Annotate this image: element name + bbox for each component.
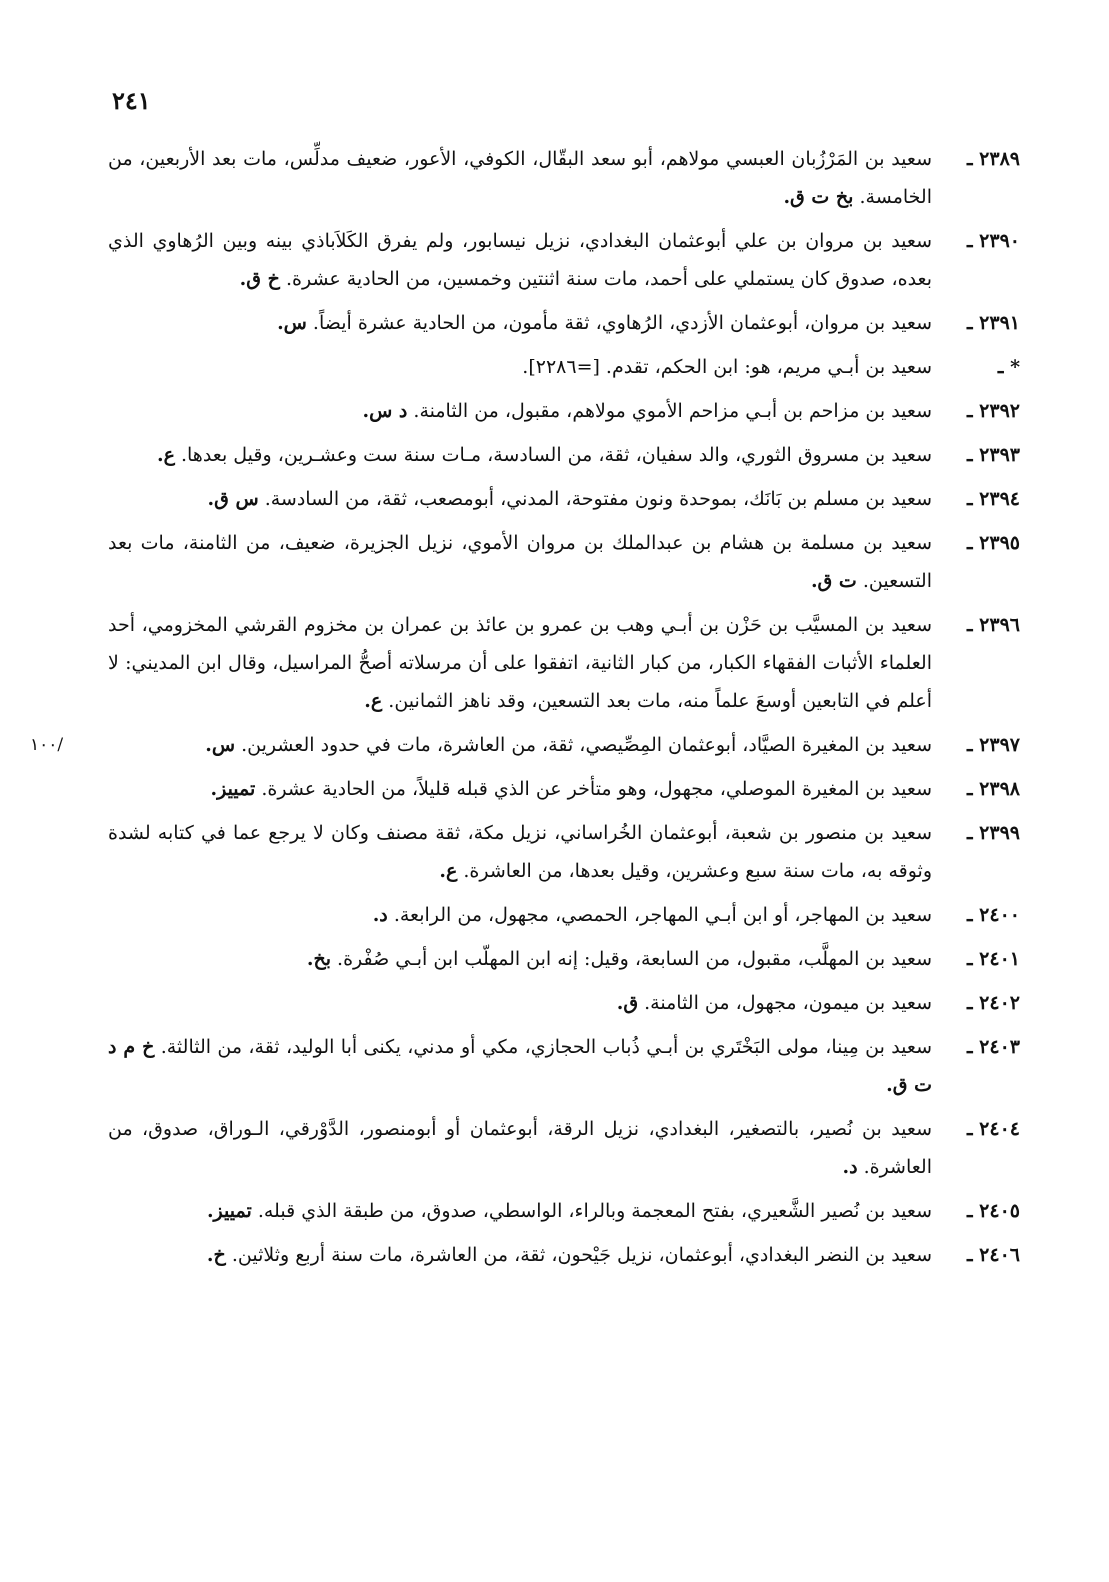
source-codes: د س.	[362, 400, 408, 422]
margin-note: /١٠٠	[30, 735, 64, 755]
entry-dash: ـ	[966, 488, 973, 510]
entry-body	[108, 1192, 932, 1230]
entry-text: سعيد بن ميمون، مجهول، من الثامنة.	[644, 992, 932, 1014]
entry-text: سعيد بن المسيَّب بن حَزْن بن أبـي وهب بن عمرو بن عائذ بن عمران بن مخزوم القرشي المخزومي، أحد العلماء الأثبات الفقهاء الكبار، من كبار الثانية، اتفقوا على أن مرسلاته أصحُّ المراسيل، وقال ابن المديني: لا أعلم في التابعين أوسعَ علماً منه، مات بعد التسعين، وقد ناهز الثمانين.	[108, 614, 932, 712]
entry-item	[108, 814, 1020, 890]
entry-body	[108, 392, 932, 430]
entry-item	[108, 524, 1020, 600]
entry-number-value: ٢٣٩٩	[979, 822, 1020, 844]
entry-text: سعيد بن مروان بن علي أبوعثمان البغدادي، نزيل نيسابور، ولم يفرق الكَلاَباذي بينه وبين الرُهاوي الذي بعده، صدوق كان يستملي على أحمد، مات سنة اثنتين وخمسين، من الحادية عشرة.	[108, 230, 932, 290]
entry-text: سعيد بن منصور بن شعبة، أبوعثمان الخُراساني، نزيل مكة، ثقة مصنف وكان لا يرجع عما في كتابه لشدة وثوقه به، مات سنة سبع وعشرين، وقيل بعدها، من العاشرة.	[108, 822, 932, 882]
entry-number-value: ٢٣٩٥	[979, 532, 1020, 554]
entry-dash: ـ	[966, 992, 973, 1014]
entry-item	[108, 304, 1020, 342]
entry-text: سعيد بن النضر البغدادي، أبوعثمان، نزيل جَيْحون، ثقة، من العاشرة، مات سنة أربع وثلاثين.	[231, 1244, 932, 1266]
source-codes: ق.	[616, 992, 639, 1014]
entry-body	[108, 726, 932, 764]
source-codes: ع.	[156, 444, 175, 466]
entry-number	[934, 304, 1020, 342]
entry-body	[108, 984, 932, 1022]
entry-number	[934, 222, 1020, 260]
entry-number	[934, 392, 1020, 430]
entry-number-value: ٢٣٩١	[979, 312, 1020, 334]
entry-dash: ـ	[966, 948, 973, 970]
entry-dash: ـ	[966, 1118, 973, 1140]
entry-list	[30, 140, 1020, 1280]
entry-dash: ـ	[966, 1244, 973, 1266]
source-codes: تمييز.	[206, 1200, 252, 1222]
entry-number	[934, 480, 1020, 518]
entry-dash: ـ	[997, 356, 1004, 378]
page-number: ٢٤١	[112, 86, 151, 115]
source-codes: خ ق.	[239, 268, 280, 290]
entry-number-value: ٢٤٠٦	[979, 1244, 1020, 1266]
entry-body	[108, 1028, 932, 1104]
source-codes: خ.	[206, 1244, 226, 1266]
entry-number-value: ٢٣٩٤	[979, 488, 1020, 510]
entry-text: سعيد بن المهاجر، أو ابن أبـي المهاجر، الحمصي، مجهول، من الرابعة.	[393, 904, 932, 926]
entry-number-value: ٢٤٠٣	[979, 1036, 1020, 1058]
source-codes: ع.	[439, 860, 458, 882]
source-codes: ت ق.	[810, 570, 857, 592]
entry-number	[934, 814, 1020, 852]
entry-dash: ـ	[966, 444, 973, 466]
entry-number-value: ٢٤٠٤	[979, 1118, 1020, 1140]
entry-dash: ـ	[966, 532, 973, 554]
entry-number-value: ٢٣٩٠	[979, 230, 1020, 252]
source-codes: بخ.	[306, 948, 331, 970]
entry-body	[108, 940, 932, 978]
source-codes: خ م د ت ق.	[108, 1036, 932, 1096]
source-codes: د.	[842, 1156, 858, 1178]
entry-dash: ـ	[966, 822, 973, 844]
entry-number-value: *	[1010, 356, 1020, 378]
entry-item	[108, 140, 1020, 216]
entry-number-value: ٢٤٠٥	[979, 1200, 1020, 1222]
entry-item	[30, 726, 1020, 764]
entry-text: سعيد بن نُصير، بالتصغير، البغدادي، نزيل الرقة، أبوعثمان أو أبومنصور، الدَّوْرقي، الـوراق، صدوق، من العاشرة.	[108, 1118, 932, 1178]
entry-number	[934, 1192, 1020, 1230]
entry-number-value: ٢٣٩٨	[979, 778, 1020, 800]
entry-text: سعيد بن مِينا، مولى البَخْتَري بن أبـي ذُباب الحجازي، مكي أو مدني، يكنى أبا الوليد، ثقة، من الثالثة.	[160, 1036, 932, 1058]
entry-text: سعيد بن نُصير الشَّعيري، بفتح المعجمة وبالراء، الواسطي، صدوق، من طبقة الذي قبله.	[257, 1200, 932, 1222]
entry-number-value: ٢٤٠٢	[979, 992, 1020, 1014]
source-codes: د.	[372, 904, 388, 926]
entry-number	[934, 1028, 1020, 1066]
entry-number	[934, 348, 1020, 386]
entry-body	[108, 480, 932, 518]
entry-text: سعيد بن مزاحم بن أبـي مزاحم الأموي مولاهم، مقبول، من الثامنة.	[413, 400, 932, 422]
entry-item	[108, 436, 1020, 474]
entry-item	[108, 348, 1020, 386]
entry-dash: ـ	[966, 734, 973, 756]
entry-number	[934, 524, 1020, 562]
entry-number-value: ٢٣٩٦	[979, 614, 1020, 636]
entry-item	[108, 606, 1020, 720]
entry-dash: ـ	[966, 148, 973, 170]
entry-text: سعيد بن المهلَّب، مقبول، من السابعة، وقيل: إنه ابن المهلّب ابن أبـي صُفْرة.	[337, 948, 932, 970]
entry-number	[934, 984, 1020, 1022]
entry-body	[108, 770, 932, 808]
entry-dash: ـ	[966, 1036, 973, 1058]
entry-body	[108, 304, 932, 342]
entry-body	[108, 436, 932, 474]
entry-dash: ـ	[966, 312, 973, 334]
source-codes: س.	[277, 312, 307, 334]
entry-item	[108, 940, 1020, 978]
entry-body	[108, 606, 932, 720]
entry-body	[108, 896, 932, 934]
entry-dash: ـ	[966, 230, 973, 252]
entry-item	[108, 222, 1020, 298]
source-codes: س ق.	[207, 488, 259, 510]
entry-item	[108, 1110, 1020, 1186]
entry-body	[108, 1236, 932, 1274]
entry-item	[108, 984, 1020, 1022]
entry-number-value: ٢٤٠١	[979, 948, 1020, 970]
entry-number	[934, 896, 1020, 934]
entry-text: سعيد بن مروان، أبوعثمان الأزدي، الرُهاوي، ثقة مأمون، من الحادية عشرة أيضاً.	[312, 312, 932, 334]
entry-item	[108, 480, 1020, 518]
entry-text: سعيد بن مسلم بن بَانَك، بموحدة ونون مفتوحة، المدني، أبومصعب، ثقة، من السادسة.	[264, 488, 932, 510]
entry-number	[934, 140, 1020, 178]
entry-number-value: ٢٣٨٩	[979, 148, 1020, 170]
entry-number	[934, 940, 1020, 978]
entry-number	[934, 606, 1020, 644]
entry-number	[934, 1236, 1020, 1274]
entry-body	[108, 524, 932, 600]
entry-number	[934, 436, 1020, 474]
entry-body	[108, 348, 932, 386]
entry-item	[108, 1028, 1020, 1104]
entry-item	[108, 1192, 1020, 1230]
entry-text: سعيد بن مسروق الثوري، والد سفيان، ثقة، من السادسة، مـات سنة ست وعشـرين، وقيل بعدها.	[180, 444, 932, 466]
entry-number-value: ٢٣٩٢	[979, 400, 1020, 422]
entry-item	[108, 770, 1020, 808]
entry-text: سعيد بن المغيرة الصيَّاد، أبوعثمان المِصِّيصي، ثقة، من العاشرة، مات في حدود العشرين.	[241, 734, 932, 756]
entry-number	[934, 1110, 1020, 1148]
entry-item	[108, 392, 1020, 430]
entry-number-value: ٢٣٩٧	[979, 734, 1020, 756]
source-codes: ع.	[364, 690, 383, 712]
source-codes: س.	[205, 734, 236, 756]
entry-number	[934, 770, 1020, 808]
source-codes: تمييز.	[210, 778, 256, 800]
entry-body	[108, 1110, 932, 1186]
entry-dash: ـ	[966, 1200, 973, 1222]
entry-text: سعيد بن المَرْزُبان العبسي مولاهم، أبو سعد البقّال، الكوفي، الأعور، ضعيف مدلِّس، مات بعد الأربعين، من الخامسة.	[108, 148, 932, 208]
entry-body	[108, 814, 932, 890]
entry-item	[108, 1236, 1020, 1274]
entry-body	[108, 140, 932, 216]
entry-number-value: ٢٣٩٣	[979, 444, 1020, 466]
entry-dash: ـ	[966, 904, 973, 926]
entry-number-value: ٢٤٠٠	[979, 904, 1020, 926]
entry-text: سعيد بن مسلمة بن هشام بن عبدالملك بن مروان الأموي، نزيل الجزيرة، ضعيف، من الثامنة، مات بعد التسعين.	[108, 532, 932, 592]
entry-number	[934, 726, 1020, 764]
source-codes: بخ ت ق.	[783, 186, 854, 208]
entry-dash: ـ	[966, 400, 973, 422]
entry-item	[108, 896, 1020, 934]
entry-text: سعيد بن أبـي مريم، هو: ابن الحكم، تقدم. [=٢٢٨٦].	[522, 356, 932, 378]
entry-text: سعيد بن المغيرة الموصلي، مجهول، وهو متأخر عن الذي قبله قليلاً، من الحادية عشرة.	[261, 778, 932, 800]
entry-dash: ـ	[966, 614, 973, 636]
entry-body	[108, 222, 932, 298]
entry-dash: ـ	[966, 778, 973, 800]
